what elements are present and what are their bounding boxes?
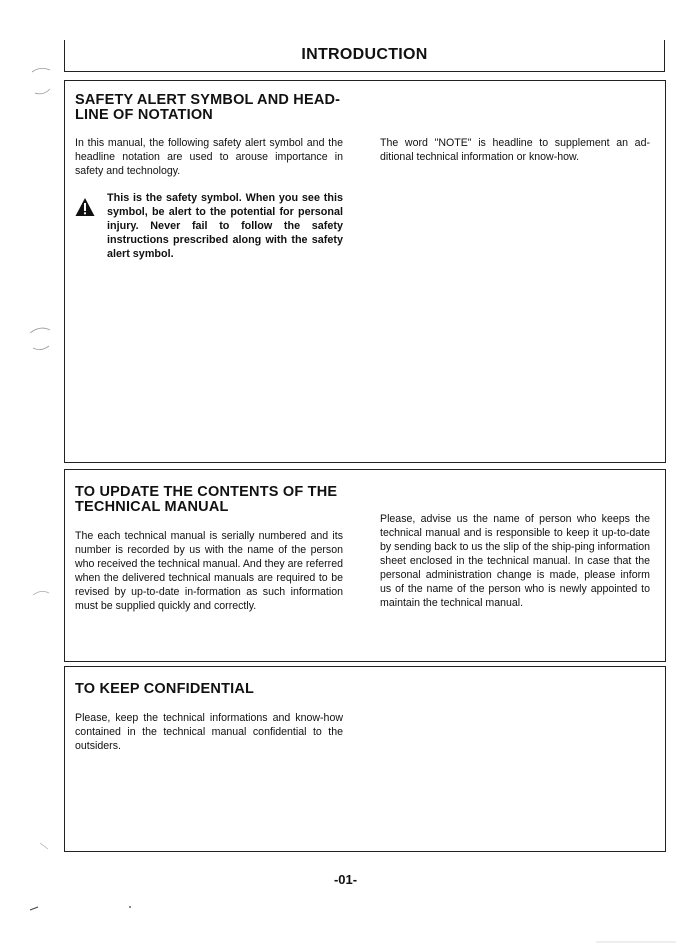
section-keep-confidential [64,666,666,852]
section-safety-alert [64,80,666,463]
section-update-manual [64,469,666,662]
section-body-right: Please, advise us the name of person who keeps the technical manual and is responsible to keep it up-to-date by sending back to us the slip of the ship-ping information sheet enclosed in the technical manual. In case that the personal administration change is made, please inform us of the name of the person who is newly appointed to maintain the technical manual. [380,513,650,609]
section-title: TO UPDATE THE CONTENTS OF THE TECHNICAL MANUAL [75,484,338,515]
section-body-left: In this manual, the following safety alert symbol and the headline notation are used to arouse importance in safety and technology. [75,137,343,177]
section-body-right: The word "NOTE" is headline to supplement an ad-ditional technical information or know-how. [380,137,650,163]
page-number: -01- [333,872,358,887]
warning-text: This is the safety symbol. When you see this symbol, be alert to the potential for personal injury. Never fail to follow the safety instructions prescribed along with the safety alert symbol. [107,192,343,260]
page-title: INTRODUCTION [301,46,428,63]
section-title: SAFETY ALERT SYMBOL AND HEAD-LINE OF NOTATION [75,92,341,123]
section-body-left: The each technical manual is serially numbered and its number is recorded by us with the name of the person who received the technical manual. And they are referred when the delivered technical manuals are required to be revised by up-to-date in-formation as such information must be supplied quickly and correctly. [75,530,343,612]
header-frame [64,40,665,72]
warning-triangle-icon [75,197,95,217]
section-body-left: Please, keep the technical informations and know-how contained in the technical manual confidential to the outsiders. [75,712,343,752]
section-title: TO KEEP CONFIDENTIAL [75,681,255,697]
